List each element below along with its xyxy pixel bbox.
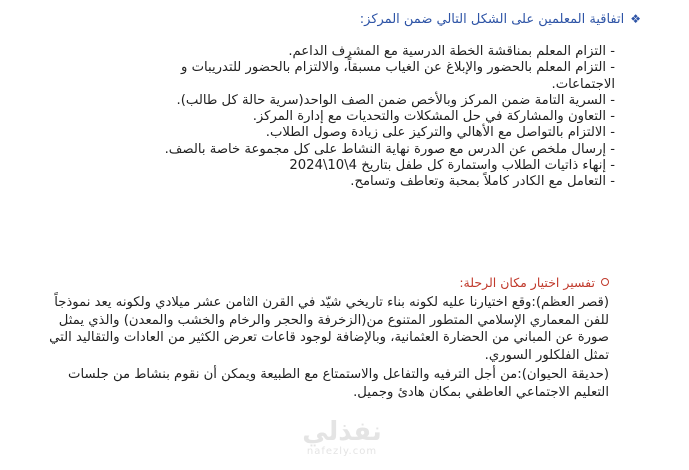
trip-heading [49, 272, 609, 292]
agreement-title: اتفاقية المعلمين على الشكل التالي ضمن المركز: [359, 11, 625, 27]
nafezly-watermark [282, 418, 402, 457]
list-item: - التزام المعلم بمناقشة الخطة الدرسية مع المشرف الداعم. [288, 44, 615, 59]
list-item: - الالتزام بالتواصل مع الأهالي والتركيز على زيادة وصول الطلاب. [265, 125, 615, 141]
list-item: - التزام المعلم بالحضور والإبلاغ عن الغياب مسبقاً، والالتزام بالحضور للتدريبات و الاجتماعات. [181, 60, 615, 92]
watermark-arabic: نفذلي [302, 417, 382, 447]
trip-paragraph-palace: (قصر العظم):وقع اختيارنا عليه لكونه بناء تاريخي شيّد في القرن الثامن عشر ميلادي ولكونه يعد نموذجاً للفن المعماري الإسلامي المتطور المتنوع من(الزخرفة والحجر والرخام والخشب والمعدن) والذي يمثل صورة عن المباني من الحضارة العثمانية، وبالإضافة لوجود قاعات تعرض الكثير من العادات والتقاليد التي تمثل الفلكلور السوري. [49, 295, 609, 363]
trip-location-section [49, 272, 609, 401]
circle-bullet-icon [601, 278, 609, 286]
watermark-latin: nafezly.com [306, 446, 378, 457]
teachers-agreement-section [121, 8, 641, 191]
trip-paragraph-zoo: (حديقة الحيوان):من أجل الترفيه والتفاعل والاستمتاع مع الطبيعة ويمكن أن نقوم بنشاط من جلسات التعليم الاجتماعي العاطفي بمكان هادئ وجميل. [68, 367, 609, 400]
list-item: - إرسال ملخص عن الدرس مع صورة نهاية النشاط على كل مجموعة خاصة بالصف. [164, 141, 615, 157]
list-item: - إنهاء ذاتيات الطلاب واستمارة كل طفل بتاريخ 4\10\2024 [289, 158, 615, 174]
trip-title: تفسير اختيار مكان الرحلة: [459, 274, 595, 290]
list-item: - التعامل مع الكادر كاملاً بمحبة وتعاطف وتسامح. [350, 174, 615, 190]
list-item: - السرية التامة ضمن المركز وبالأخص ضمن الصف الواحد(سرية حالة كل طالب). [176, 92, 615, 108]
agreement-heading [121, 8, 641, 30]
diamond-bullet-icon: ❖ [630, 12, 641, 26]
agreement-list [121, 44, 641, 191]
list-item: - التعاون والمشاركة في حل المشكلات والتحديات مع إدارة المركز. [252, 109, 615, 125]
